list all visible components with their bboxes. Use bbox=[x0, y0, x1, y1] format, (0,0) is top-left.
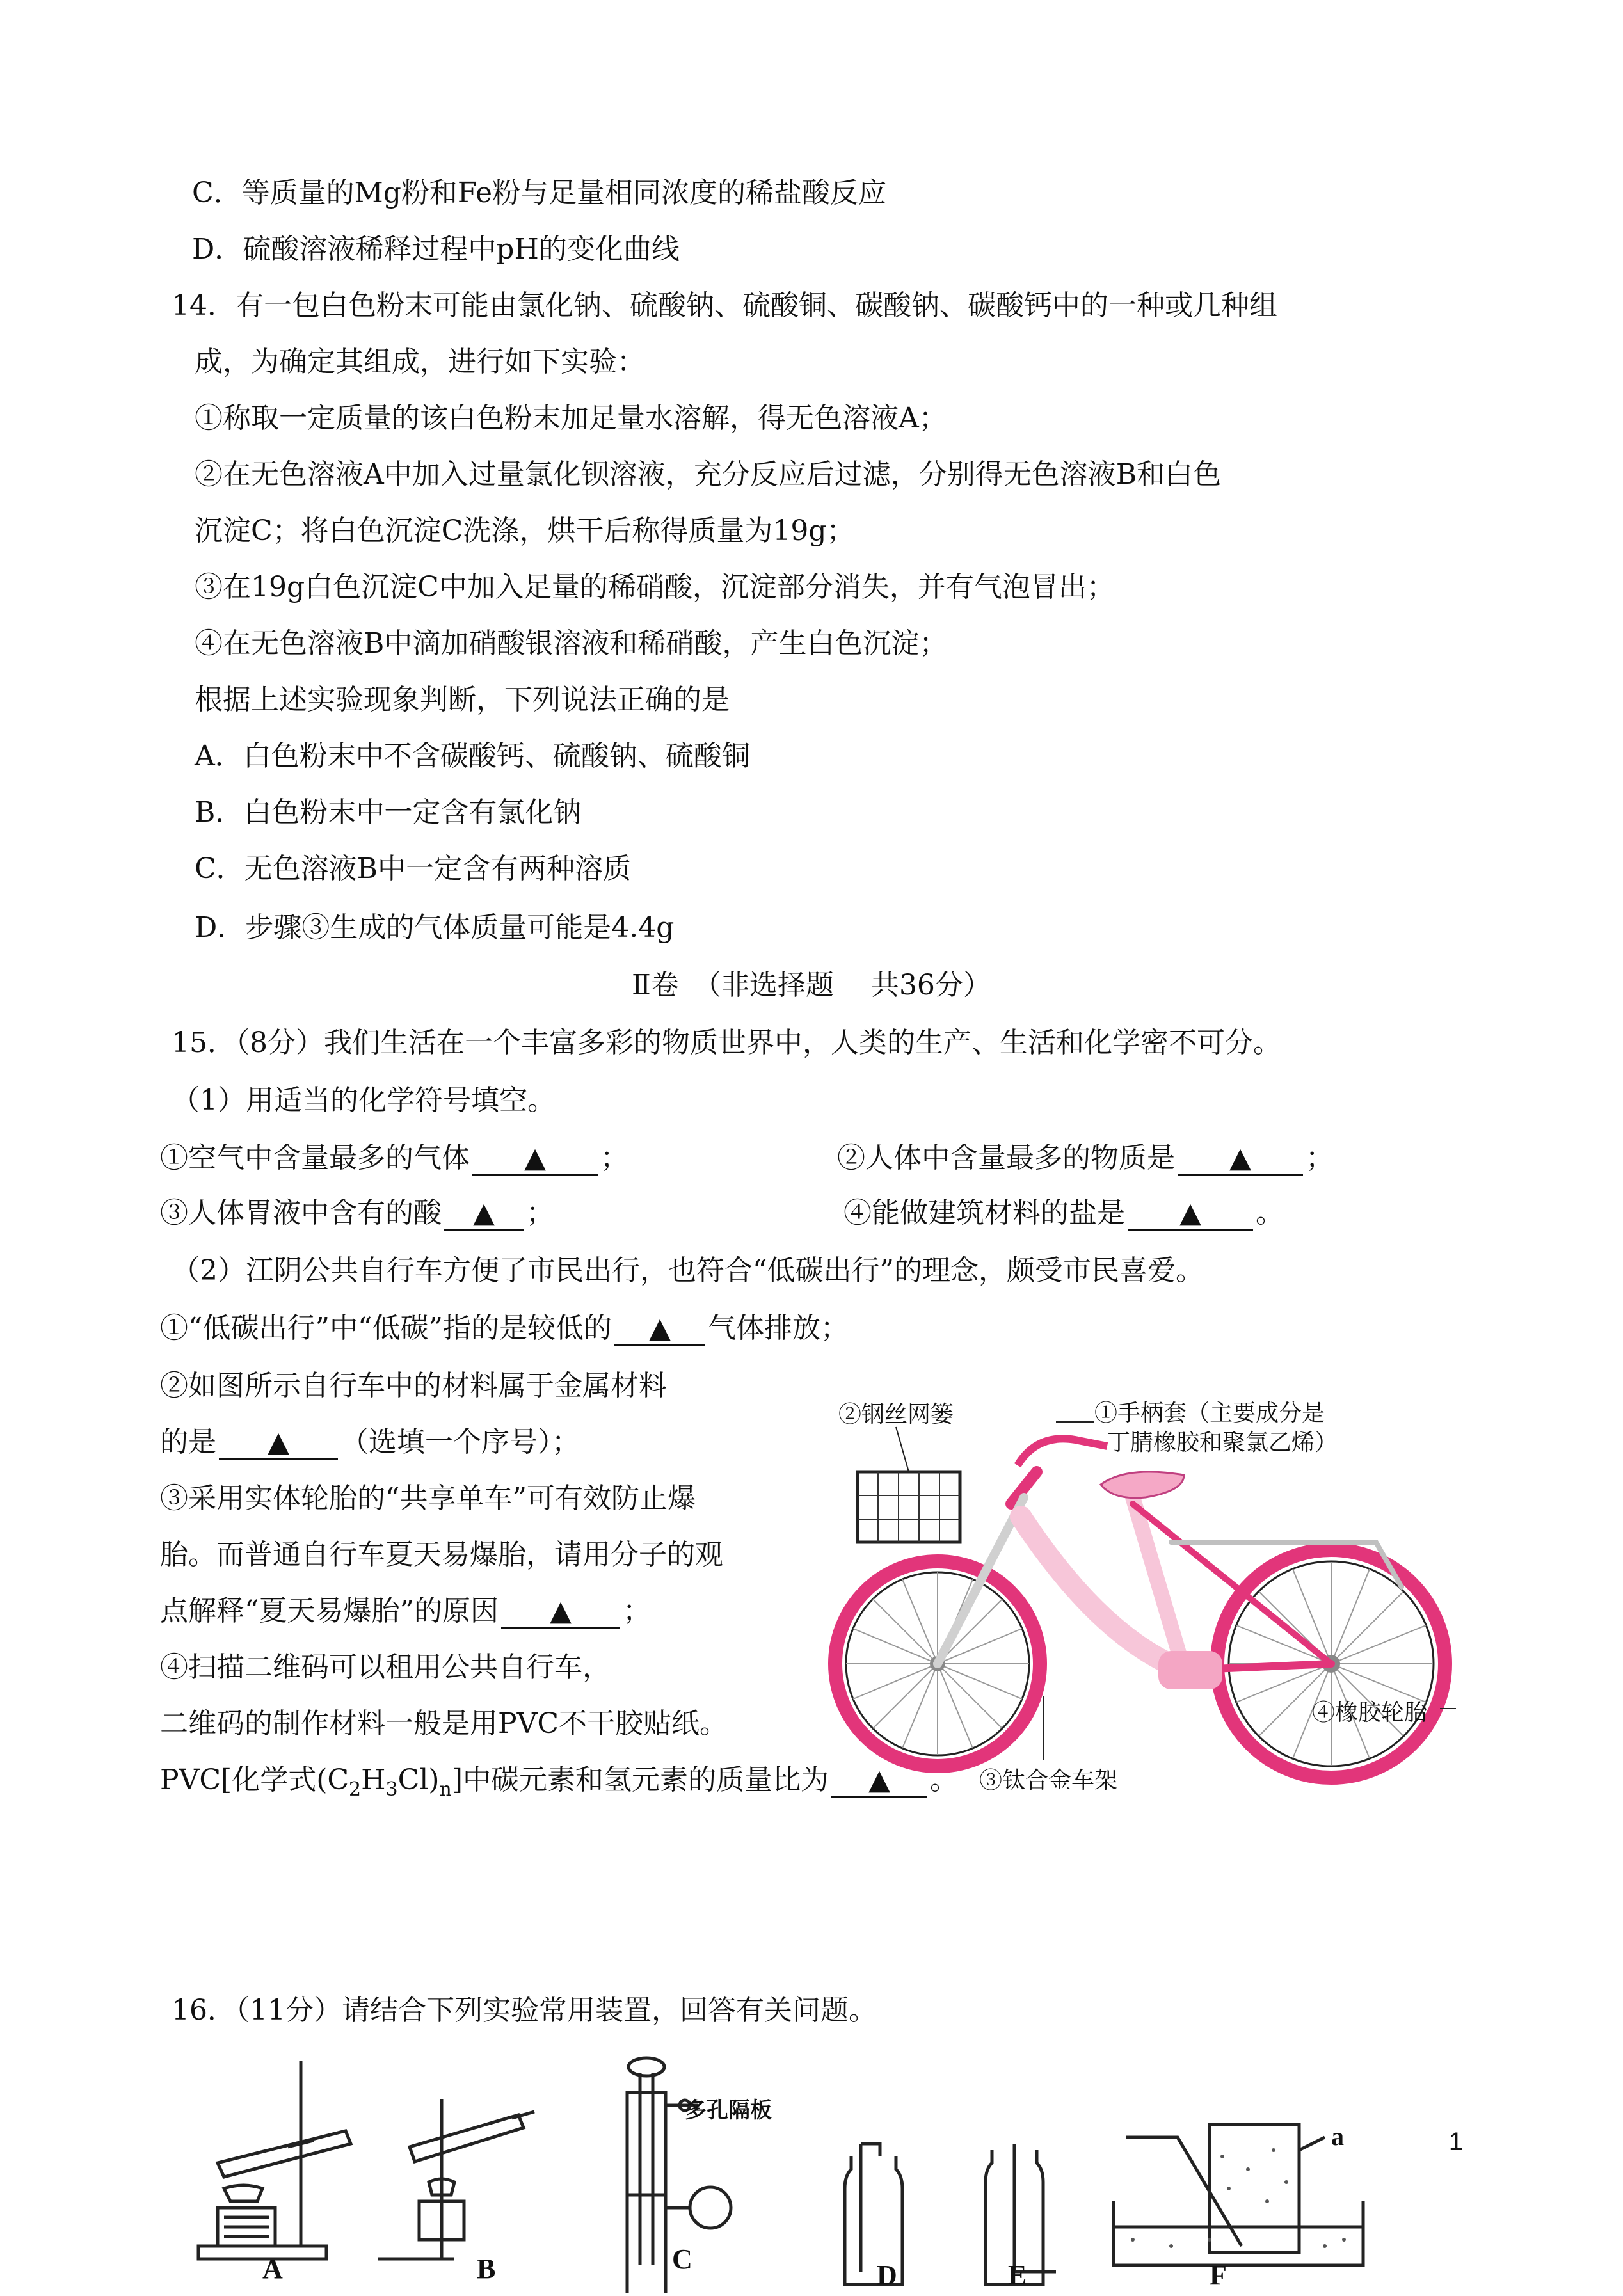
apparatus-label-b: B bbox=[477, 2253, 496, 2284]
q15-part1: （1）用适当的化学符号填空。 bbox=[172, 1084, 556, 1117]
q15-2-2-line2: 的是 ▲ （选填一个序号）； bbox=[160, 1423, 580, 1462]
q15-part2: （2）江阴公共自行车方便了市民出行，也符合“低碳出行”的理念，颇受市民喜爱。 bbox=[172, 1254, 1204, 1287]
q15-1-4: ④能做建筑材料的盐是 ▲ 。 bbox=[843, 1194, 1284, 1232]
answer-blank[interactable]: ▲ bbox=[614, 1312, 705, 1346]
answer-blank[interactable]: ▲ bbox=[219, 1426, 338, 1460]
answer-blank[interactable]: ▲ bbox=[1128, 1197, 1253, 1231]
section-heading: Ⅱ卷 （非选择题 共36分） bbox=[632, 969, 991, 1001]
answer-blank[interactable]: ▲ bbox=[444, 1197, 524, 1231]
q13-option-d: D．硫酸溶液稀释过程中pH的变化曲线 bbox=[192, 233, 680, 266]
porous-plate-label: 多孔隔板 bbox=[685, 2098, 772, 2123]
q13-option-c: C．等质量的Mg粉和Fe粉与足量相同浓度的稀盐酸反应 bbox=[192, 177, 887, 209]
bike-label-handle-line2: 丁腈橡胶和聚氯乙烯） bbox=[1107, 1429, 1338, 1455]
answer-blank[interactable]: ▲ bbox=[1178, 1142, 1303, 1176]
apparatus-figure bbox=[186, 2054, 1382, 2293]
q15-2-1: ①“低碳出行”中“低碳”指的是较低的 ▲ 气体排放； bbox=[160, 1309, 849, 1348]
answer-blank[interactable]: ▲ bbox=[831, 1764, 927, 1798]
q14-option-d: D．步骤③生成的气体质量可能是4.4g bbox=[195, 911, 675, 944]
bike-seat bbox=[1101, 1472, 1184, 1498]
apparatus-b bbox=[378, 2099, 534, 2259]
q15-2-4-line2: 二维码的制作材料一般是用PVC不干胶贴纸。 bbox=[160, 1707, 728, 1740]
q15-2-3-line3: 点解释“夏天易爆胎”的原因 ▲ ； bbox=[160, 1592, 651, 1630]
q14-step2-line2: 沉淀C；将白色沉淀C洗涤，烘干后称得质量为19g； bbox=[195, 514, 855, 547]
q15-2-3-line1: ③采用实体轮胎的“共享单车”可有效防止爆 bbox=[160, 1482, 696, 1515]
q16-stem: 16．（11分）请结合下列实验常用装置，回答有关问题。 bbox=[172, 1994, 877, 2027]
label-a: a bbox=[1331, 2122, 1344, 2151]
q14-stem-line2: 成，为确定其组成，进行如下实验： bbox=[195, 346, 645, 378]
q15-2-2-line1: ②如图所示自行车中的材料属于金属材料 bbox=[160, 1369, 667, 1402]
q14-step3: ③在19g白色沉淀C中加入足量的稀硝酸，沉淀部分消失，并有气泡冒出； bbox=[195, 571, 1115, 603]
q15-2-4-line1: ④扫描二维码可以租用公共自行车， bbox=[160, 1651, 611, 1684]
bike-handlebar bbox=[1018, 1439, 1107, 1465]
q14-step4: ④在无色溶液B中滴加硝酸银溶液和稀硝酸，产生白色沉淀； bbox=[195, 627, 948, 660]
q15-1-1: ①空气中含量最多的气体 ▲ ； bbox=[160, 1139, 628, 1177]
q14-step1: ①称取一定质量的该白色粉末加足量水溶解，得无色溶液A； bbox=[195, 402, 947, 434]
bike-label-frame: ③钛合金车架 bbox=[979, 1767, 1118, 1793]
apparatus-drawings bbox=[186, 2054, 1382, 2293]
q14-step2-line1: ②在无色溶液A中加入过量氯化钡溶液，充分反应后过滤，分别得无色溶液B和白色 bbox=[195, 458, 1222, 491]
answer-blank[interactable]: ▲ bbox=[501, 1595, 620, 1629]
bike-label-handle-line1: ①手柄套（主要成分是 bbox=[1094, 1399, 1325, 1426]
apparatus-label-a: A bbox=[262, 2253, 283, 2284]
q14-option-c: C．无色溶液B中一定含有两种溶质 bbox=[195, 852, 631, 885]
q15-1-2: ②人体中含量最多的物质是 ▲ ； bbox=[837, 1139, 1334, 1177]
q14-option-b: B．白色粉末中一定含有氯化钠 bbox=[195, 796, 582, 829]
q15-1-3: ③人体胃液中含有的酸 ▲ ； bbox=[160, 1194, 554, 1232]
q15-stem: 15．（8分）我们生活在一个丰富多彩的物质世界中，人类的生产、生活和化学密不可分。 bbox=[172, 1026, 1281, 1059]
q14-question: 根据上述实验现象判断，下列说法正确的是 bbox=[195, 683, 730, 716]
apparatus-label-e: E bbox=[1008, 2260, 1027, 2291]
apparatus-label-d: D bbox=[877, 2260, 897, 2291]
apparatus-f bbox=[1114, 2125, 1363, 2265]
q15-2-3-line2: 胎。而普通自行车夏天易爆胎，请用分子的观 bbox=[160, 1538, 723, 1571]
apparatus-a bbox=[198, 2061, 351, 2259]
bike-label-basket: ②钢丝网篓 bbox=[838, 1401, 954, 1427]
bike-label-tire: ④橡胶轮胎 bbox=[1312, 1699, 1428, 1725]
q14-option-a: A．白色粉末中不含碳酸钙、硫酸钠、硫酸铜 bbox=[195, 740, 750, 772]
bicycle-figure bbox=[826, 1395, 1472, 1792]
q14-stem-line1: 14．有一包白色粉末可能由氯化钠、硫酸钠、硫酸铜、碳酸钠、碳酸钙中的一种或几种组 bbox=[172, 289, 1277, 322]
page-number: 1 bbox=[1448, 2128, 1463, 2156]
answer-blank[interactable]: ▲ bbox=[472, 1142, 598, 1176]
bike-basket bbox=[858, 1472, 960, 1542]
apparatus-label-c: C bbox=[672, 2244, 692, 2275]
q15-2-4-line3: PVC[化学式$(C_2H_3Cl)_n$]中碳元素和氢元素的质量比为 ▲ 。 bbox=[160, 1764, 959, 1801]
apparatus-label-f: F bbox=[1210, 2260, 1227, 2291]
